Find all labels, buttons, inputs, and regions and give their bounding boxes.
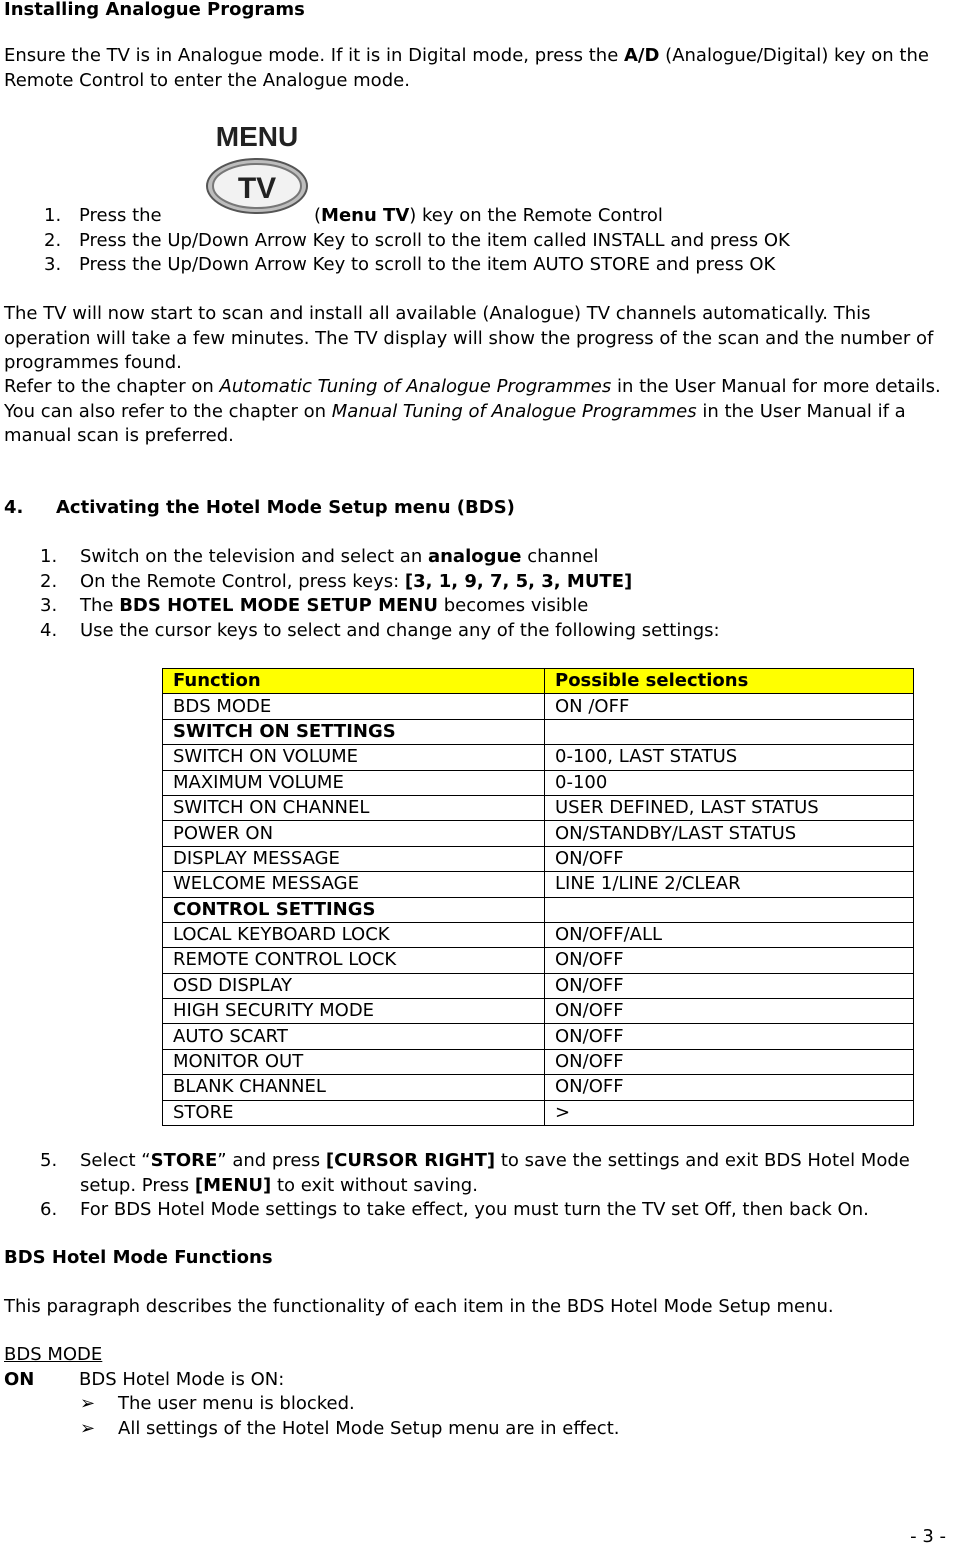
ad-key-label: A/D (624, 45, 660, 66)
menu-tv-key-label: Menu TV (321, 205, 410, 226)
table-row: BLANK CHANNEL ON/OFF (163, 1075, 914, 1100)
intro-paragraph (4, 44, 954, 93)
table-row: BDS MODE ON /OFF (163, 694, 914, 719)
bds-mode-heading: BDS MODE (4, 1344, 103, 1365)
table-row: MAXIMUM VOLUME 0-100 (163, 770, 914, 795)
chapter-reference: Automatic Tuning of Analogue Programmes (219, 376, 612, 397)
table-row: MONITOR OUT ON/OFF (163, 1049, 914, 1074)
column-header-selections: Possible selections (545, 669, 914, 694)
intro-text: Ensure the TV is in Analogue mode. If it is in Digital mode, press the (4, 45, 624, 66)
table-header-row (163, 669, 914, 694)
table-row: SWITCH ON VOLUME 0-100, LAST STATUS (163, 745, 914, 770)
arrow-bullet-icon: ➢ (80, 1393, 96, 1414)
functions-heading: BDS Hotel Mode Functions (4, 1247, 273, 1268)
table-row: HIGH SECURITY MODE ON/OFF (163, 999, 914, 1024)
table-row: REMOTE CONTROL LOCK ON/OFF (163, 948, 914, 973)
table-row: AUTO SCART ON/OFF (163, 1024, 914, 1049)
table-row: OSD DISPLAY ON/OFF (163, 973, 914, 998)
table-row: POWER ON ON/STANDBY/LAST STATUS (163, 821, 914, 846)
page-title: Installing Analogue Programs (4, 0, 305, 20)
tv-label: TV (237, 172, 277, 205)
menu-label: MENU (215, 121, 299, 152)
page-number: - 3 - (910, 1526, 946, 1547)
on-row (4, 1368, 904, 1393)
on-label: ON (4, 1369, 35, 1390)
on-description: BDS Hotel Mode is ON: (79, 1369, 285, 1390)
section-heading: 4. Activating the Hotel Mode Setup menu (BDS) (4, 497, 515, 518)
menu-tv-button-icon (204, 120, 310, 216)
functions-intro: This paragraph describes the functionality of each item in the BDS Hotel Mode Setup menu. (4, 1296, 834, 1317)
table-row: STORE > (163, 1100, 914, 1125)
table-section-row: CONTROL SETTINGS (163, 897, 914, 922)
table-row: SWITCH ON CHANNEL USER DEFINED, LAST STATUS (163, 795, 914, 820)
refer-paragraph: Refer to the chapter on Automatic Tuning of Analogue Programmes in the User Manual for more details. You can also refer to the chapter on Manual Tuning of Analogue Programmes in the User Manual if a manual scan is preferred. (4, 376, 941, 446)
intro-text-end: (Analogue/Digital) key on the Remote Control to enter the Analogue mode. (4, 45, 929, 91)
table-row: DISPLAY MESSAGE ON/OFF (163, 846, 914, 871)
table-section-row: SWITCH ON SETTINGS (163, 719, 914, 744)
scan-paragraph: The TV will now start to scan and install all available (Analogue) TV channels automatically. This operation will take a few minutes. The TV display will show the progress of the scan and the number of programmes found. (4, 303, 934, 373)
chapter-reference: Manual Tuning of Analogue Programmes (331, 400, 697, 422)
settings-table (162, 668, 914, 1126)
table-row: LOCAL KEYBOARD LOCK ON/OFF/ALL (163, 922, 914, 947)
column-header-function: Function (163, 669, 545, 694)
table-row: WELCOME MESSAGE LINE 1/LINE 2/CLEAR (163, 872, 914, 897)
arrow-bullet-icon: ➢ (80, 1417, 96, 1439)
